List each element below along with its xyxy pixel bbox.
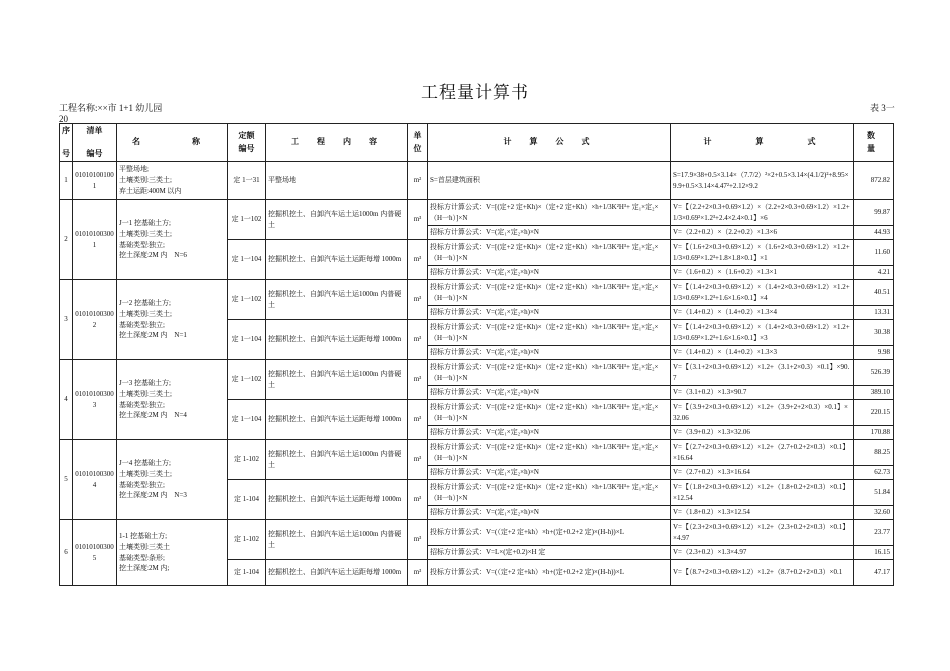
quota-code: 定 1一104 bbox=[228, 320, 266, 360]
col-formula: 计 算 公 式 bbox=[428, 124, 671, 162]
calc-formula: 投标方计算公式：V=[(定+2 定+Kh)×（定+2 定+Kh）×h+1/3K²H³+ 定₁×定₂×（H一h）]×N bbox=[428, 240, 671, 266]
calc-formula: 投标方计算公式：V=[(定+2 定+Kh)×（定+2 定+Kh）×h+1/3K²H³+ 定₁×定₂×（H一h）]×N bbox=[428, 320, 671, 346]
table-row bbox=[60, 200, 894, 226]
item-name-line: J一2 挖基础土方; bbox=[119, 298, 171, 307]
quantity: 13.31 bbox=[854, 306, 894, 320]
calc-expression: V=（3.1+0.2）×1.3×90.7 bbox=[671, 386, 854, 400]
calc-expression: V=【（1.4+2×0.3+0.69×1.2）×（1.4+2×0.3+0.69×1.2）×1.2+1/3×0.69²×1.2³+1.6×1.6×0.1】×4 bbox=[671, 280, 854, 306]
calc-formula: 投标方计算公式：V=[(定+2 定+Kh)×（定+2 定+Kh）×h+1/3K²H³+ 定₁×定₂×（H一h）]×N bbox=[428, 400, 671, 426]
quantity: 11.60 bbox=[854, 240, 894, 266]
calc-formula: 招标方计算公式：V=(定₁×定₂×h)×N bbox=[428, 346, 671, 360]
quota-code: 定 1-104 bbox=[228, 480, 266, 520]
calc-expression: V=（1.8+0.2）×1.3×12.54 bbox=[671, 506, 854, 520]
calc-formula: 投标方计算公式：V=(（定+2 定+kh）×h+(定+0.2+2 定)×(H-h))×L bbox=[428, 520, 671, 546]
work-content: 挖掘机挖土、自卸汽车运土运1000m 内普硬土 bbox=[266, 520, 408, 560]
item-name bbox=[117, 200, 228, 280]
quantity: 30.38 bbox=[854, 320, 894, 346]
quantity: 88.25 bbox=[854, 440, 894, 466]
item-name-line: 基础类型:独立; bbox=[119, 320, 165, 329]
quota-code: 定 1-104 bbox=[228, 560, 266, 586]
calc-expression: V=【（2.7+2×0.3+0.69×1.2）×1.2+（2.7+0.2+2×0.3）×0.1】×16.64 bbox=[671, 440, 854, 466]
calc-expression: V=【（2.3+2×0.3+0.69×1.2）×1.2+（2.3+0.2+2×0.3）×0.1】×4.97 bbox=[671, 520, 854, 546]
quota-code: 定 1一31 bbox=[228, 162, 266, 200]
calc-formula: 投标方计算公式：V=[(定+2 定+Kh)×（定+2 定+Kh）×h+1/3K²H³+ 定₁×定₂×（H一h）]×N bbox=[428, 280, 671, 306]
calc-formula: 投标方计算公式：V=[(定+2 定+Kh)×（定+2 定+Kh）×h+1/3K²H³+ 定₁×定₂×（H一h）]×N bbox=[428, 480, 671, 506]
item-name-line: 土壤类别:三类土; bbox=[119, 469, 172, 478]
item-seq: 6 bbox=[60, 520, 73, 586]
quantity: 40.51 bbox=[854, 280, 894, 306]
item-name-line: 土壤类别:三类土; bbox=[119, 309, 172, 318]
item-name-line: 挖土深度:2M 内; bbox=[119, 564, 170, 573]
unit: m³ bbox=[408, 440, 428, 480]
item-name-line: 基础类型:独立; bbox=[119, 400, 165, 409]
item-name-line: 挖土深度:2M 内 N=3 bbox=[119, 491, 187, 500]
table-row bbox=[60, 162, 894, 200]
calc-formula: 招标方计算公式：V=(定₁×定₂×h)×N bbox=[428, 466, 671, 480]
work-content: 挖掘机挖土、自卸汽车运土运距每增 1000m bbox=[266, 480, 408, 520]
quantity: 16.15 bbox=[854, 546, 894, 560]
calc-expression: V=【（1.6+2×0.3+0.69×1.2）×（1.6+2×0.3+0.69×1.2）×1.2+1/3×0.69²×1.2³+1.8×1.8×0.1】×1 bbox=[671, 240, 854, 266]
calc-expression: V=（1.6+0.2）×（1.6+0.2）×1.3×1 bbox=[671, 266, 854, 280]
quota-code: 定 1一102 bbox=[228, 200, 266, 240]
item-name-line: 弃土运距:400M 以内 bbox=[119, 186, 182, 195]
item-name bbox=[117, 440, 228, 520]
item-name-line: 土壤类别:三类土; bbox=[119, 229, 172, 238]
calc-expression: V=【（8.7+2×0.3+0.69×1.2）×1.2+（8.7+0.2+2×0.3）×0.1 bbox=[671, 560, 854, 586]
quantity: 23.77 bbox=[854, 520, 894, 546]
calc-formula: 招标方计算公式：V=(定₁×定₂×h)×N bbox=[428, 266, 671, 280]
item-name-line: 土壤类别:三类土 bbox=[119, 542, 170, 551]
quantity: 526.39 bbox=[854, 360, 894, 386]
quantity: 220.15 bbox=[854, 400, 894, 426]
quantity: 44.93 bbox=[854, 226, 894, 240]
calc-expression: V=（2.3+0.2）×1.3×4.97 bbox=[671, 546, 854, 560]
calc-expression: V=（2.7+0.2）×1.3×16.64 bbox=[671, 466, 854, 480]
calc-formula: 投标方计算公式：V=(（定+2 定+kh）×h+(定+0.2+2 定)×(H-h))×L bbox=[428, 560, 671, 586]
item-name-line: 1-1 挖基础土方; bbox=[119, 531, 168, 540]
item-code: 010101003004 bbox=[73, 440, 117, 520]
calc-expression: V=【（1.8+2×0.3+0.69×1.2）×1.2+（1.8+0.2+2×0.3）×0.1】×12.54 bbox=[671, 480, 854, 506]
unit: m³ bbox=[408, 360, 428, 400]
item-code: 010101003001 bbox=[73, 200, 117, 280]
item-name-line: 挖土深度:2M 内 N=6 bbox=[119, 251, 187, 260]
quantity: 872.82 bbox=[854, 162, 894, 200]
work-content: 挖掘机挖土、自卸汽车运土运距每增 1000m bbox=[266, 320, 408, 360]
page-title: 工程量计算书 bbox=[421, 83, 529, 102]
item-name-line: 基础类型:独立; bbox=[119, 480, 165, 489]
header-row bbox=[60, 124, 894, 162]
item-name-line: 挖土深度:2M 内 N=1 bbox=[119, 331, 187, 340]
table-body bbox=[60, 162, 894, 586]
item-name-line: 平整场地; bbox=[119, 165, 149, 174]
calc-formula: 投标方计算公式：V=[(定+2 定+Kh)×（定+2 定+Kh）×h+1/3K²H³+ 定₁×定₂×（H一h）]×N bbox=[428, 440, 671, 466]
quota-code: 定 1一104 bbox=[228, 240, 266, 280]
unit: m³ bbox=[408, 320, 428, 360]
quantity: 99.87 bbox=[854, 200, 894, 226]
item-name-line: J一4 挖基础土方; bbox=[119, 458, 171, 467]
item-name-line: J一3 挖基础土方; bbox=[119, 378, 171, 387]
calc-expression: V=（2.2+0.2）×（2.2+0.2）×1.3×6 bbox=[671, 226, 854, 240]
col-name: 名 称 bbox=[117, 124, 228, 162]
project-name: 工程名称:××市 1+1 幼儿园 bbox=[59, 103, 163, 113]
table-row bbox=[60, 360, 894, 386]
item-name-line: 挖土深度:2M 内 N=4 bbox=[119, 411, 187, 420]
quantity: 170.88 bbox=[854, 426, 894, 440]
table-number: 表 3一 bbox=[870, 103, 895, 113]
item-name-line: 土壤类别:三类土; bbox=[119, 389, 172, 398]
calc-formula: 投标方计算公式：V=[(定+2 定+Kh)×（定+2 定+Kh）×h+1/3K²H³+ 定₁×定₂×（H一h）]×N bbox=[428, 200, 671, 226]
col-qty: 数 量 bbox=[854, 124, 894, 162]
unit: m³ bbox=[408, 240, 428, 280]
col-unit: 单位 bbox=[408, 124, 428, 162]
calc-expression: V=【（3.9+2×0.3+0.69×1.2）×1.2+（3.9+2+2×0.3）×0.1】×32.06 bbox=[671, 400, 854, 426]
item-name bbox=[117, 520, 228, 586]
calc-formula: 招标方计算公式：V=L×(定+0.2)×H 定 bbox=[428, 546, 671, 560]
calc-expression: S=17.9×38+0.5×3.14×（7.7/2）²×2+0.5×3.14×(4.1/2)²+8.95×9.9+0.5×3.14×4.47²+2.12×9.2 bbox=[671, 162, 854, 200]
item-code: 010101003002 bbox=[73, 280, 117, 360]
unit: m³ bbox=[408, 520, 428, 560]
item-name-line: J一1 挖基础土方; bbox=[119, 218, 171, 227]
unit: m³ bbox=[408, 560, 428, 586]
quantity: 9.98 bbox=[854, 346, 894, 360]
quota-code: 定 1一102 bbox=[228, 360, 266, 400]
work-content: 挖掘机挖土、自卸汽车运土运1000m 内普硬土 bbox=[266, 280, 408, 320]
quantity: 62.73 bbox=[854, 466, 894, 480]
calc-expression: V=【（3.1+2×0.3+0.69×1.2）×1.2+（3.1+2×0.3）×0.1】×90.7 bbox=[671, 360, 854, 386]
item-seq: 4 bbox=[60, 360, 73, 440]
col-content: 工 程 内 容 bbox=[266, 124, 408, 162]
quantity: 4.21 bbox=[854, 266, 894, 280]
calc-formula: 投标方计算公式：V=[(定+2 定+Kh)×（定+2 定+Kh）×h+1/3K²H³+ 定₁×定₂×（H一h）]×N bbox=[428, 360, 671, 386]
calc-formula: 招标方计算公式：V=(定₁×定₂×h)×N bbox=[428, 226, 671, 240]
col-expr: 计 算 式 bbox=[671, 124, 854, 162]
table-row bbox=[60, 440, 894, 466]
calc-formula: 招标方计算公式：V=(定₁×定₂×h)×N bbox=[428, 306, 671, 320]
unit: m³ bbox=[408, 480, 428, 520]
table-row bbox=[60, 520, 894, 546]
calc-expression: V=【（1.4+2×0.3+0.69×1.2）×（1.4+2×0.3+0.69×1.2）×1.2+1/3×0.69²×1.2³+1.6×1.6×0.1】×3 bbox=[671, 320, 854, 346]
work-content: 挖掘机挖土、自卸汽车运土运距每增 1000m bbox=[266, 560, 408, 586]
item-code: 010101003003 bbox=[73, 360, 117, 440]
col-quota: 定额 编号 bbox=[228, 124, 266, 162]
calc-formula: 招标方计算公式：V=(定₁×定₂×h)×N bbox=[428, 386, 671, 400]
quantity: 32.60 bbox=[854, 506, 894, 520]
calc-expression: V=（1.4+0.2）×（1.4+0.2）×1.3×4 bbox=[671, 306, 854, 320]
quantity: 47.17 bbox=[854, 560, 894, 586]
item-code: 010101003005 bbox=[73, 520, 117, 586]
item-name bbox=[117, 360, 228, 440]
work-content: 挖掘机挖土、自卸汽车运土运1000m 内普硬土 bbox=[266, 200, 408, 240]
table-row bbox=[60, 280, 894, 306]
unit: m³ bbox=[408, 200, 428, 240]
work-content: 平整场地 bbox=[266, 162, 408, 200]
item-name-line: 土壤类别:三类土; bbox=[119, 176, 172, 185]
item-seq: 2 bbox=[60, 200, 73, 280]
unit: m² bbox=[408, 162, 428, 200]
calc-expression: V=（1.4+0.2）×（1.4+0.2）×1.3×3 bbox=[671, 346, 854, 360]
unit: m³ bbox=[408, 400, 428, 440]
work-content: 挖掘机挖土、自卸汽车运土运距每增 1000m bbox=[266, 400, 408, 440]
col-seq: 序 号 bbox=[60, 124, 73, 162]
quota-code: 定 1一102 bbox=[228, 280, 266, 320]
work-content: 挖掘机挖土、自卸汽车运土运1000m 内普硬土 bbox=[266, 440, 408, 480]
item-name-line: 基础类型:独立; bbox=[119, 240, 165, 249]
work-content: 挖掘机挖土、自卸汽车运土运距每增 1000m bbox=[266, 240, 408, 280]
calc-formula: 招标方计算公式：V=(定₁×定₂×h)×N bbox=[428, 506, 671, 520]
calc-formula: 招标方计算公式：V=(定₁×定₂×h)×N bbox=[428, 426, 671, 440]
unit: m³ bbox=[408, 280, 428, 320]
quantity: 389.10 bbox=[854, 386, 894, 400]
work-content: 挖掘机挖土、自卸汽车运土运1000m 内普硬土 bbox=[266, 360, 408, 400]
item-seq: 5 bbox=[60, 440, 73, 520]
calc-expression: V=【（2.2+2×0.3+0.69×1.2）×（2.2+2×0.3+0.69×1.2）×1.2+1/3×0.69²×1.2³+2.4×2.4×0.1】×6 bbox=[671, 200, 854, 226]
quota-code: 定 1-102 bbox=[228, 520, 266, 560]
project-name-cont: 20 bbox=[59, 114, 68, 124]
quota-code: 定 1-102 bbox=[228, 440, 266, 480]
col-code: 清单 编号 bbox=[73, 124, 117, 162]
calc-formula: S=首层建筑面积 bbox=[428, 162, 671, 200]
item-name bbox=[117, 162, 228, 200]
quantity: 51.84 bbox=[854, 480, 894, 506]
item-code: 010101001001 bbox=[73, 162, 117, 200]
item-name bbox=[117, 280, 228, 360]
quantity-table bbox=[59, 123, 894, 586]
item-name-line: 基础类型:条形; bbox=[119, 553, 165, 562]
quota-code: 定 1一104 bbox=[228, 400, 266, 440]
item-seq: 3 bbox=[60, 280, 73, 360]
calc-expression: V=（3.9+0.2）×1.3×32.06 bbox=[671, 426, 854, 440]
item-seq: 1 bbox=[60, 162, 73, 200]
